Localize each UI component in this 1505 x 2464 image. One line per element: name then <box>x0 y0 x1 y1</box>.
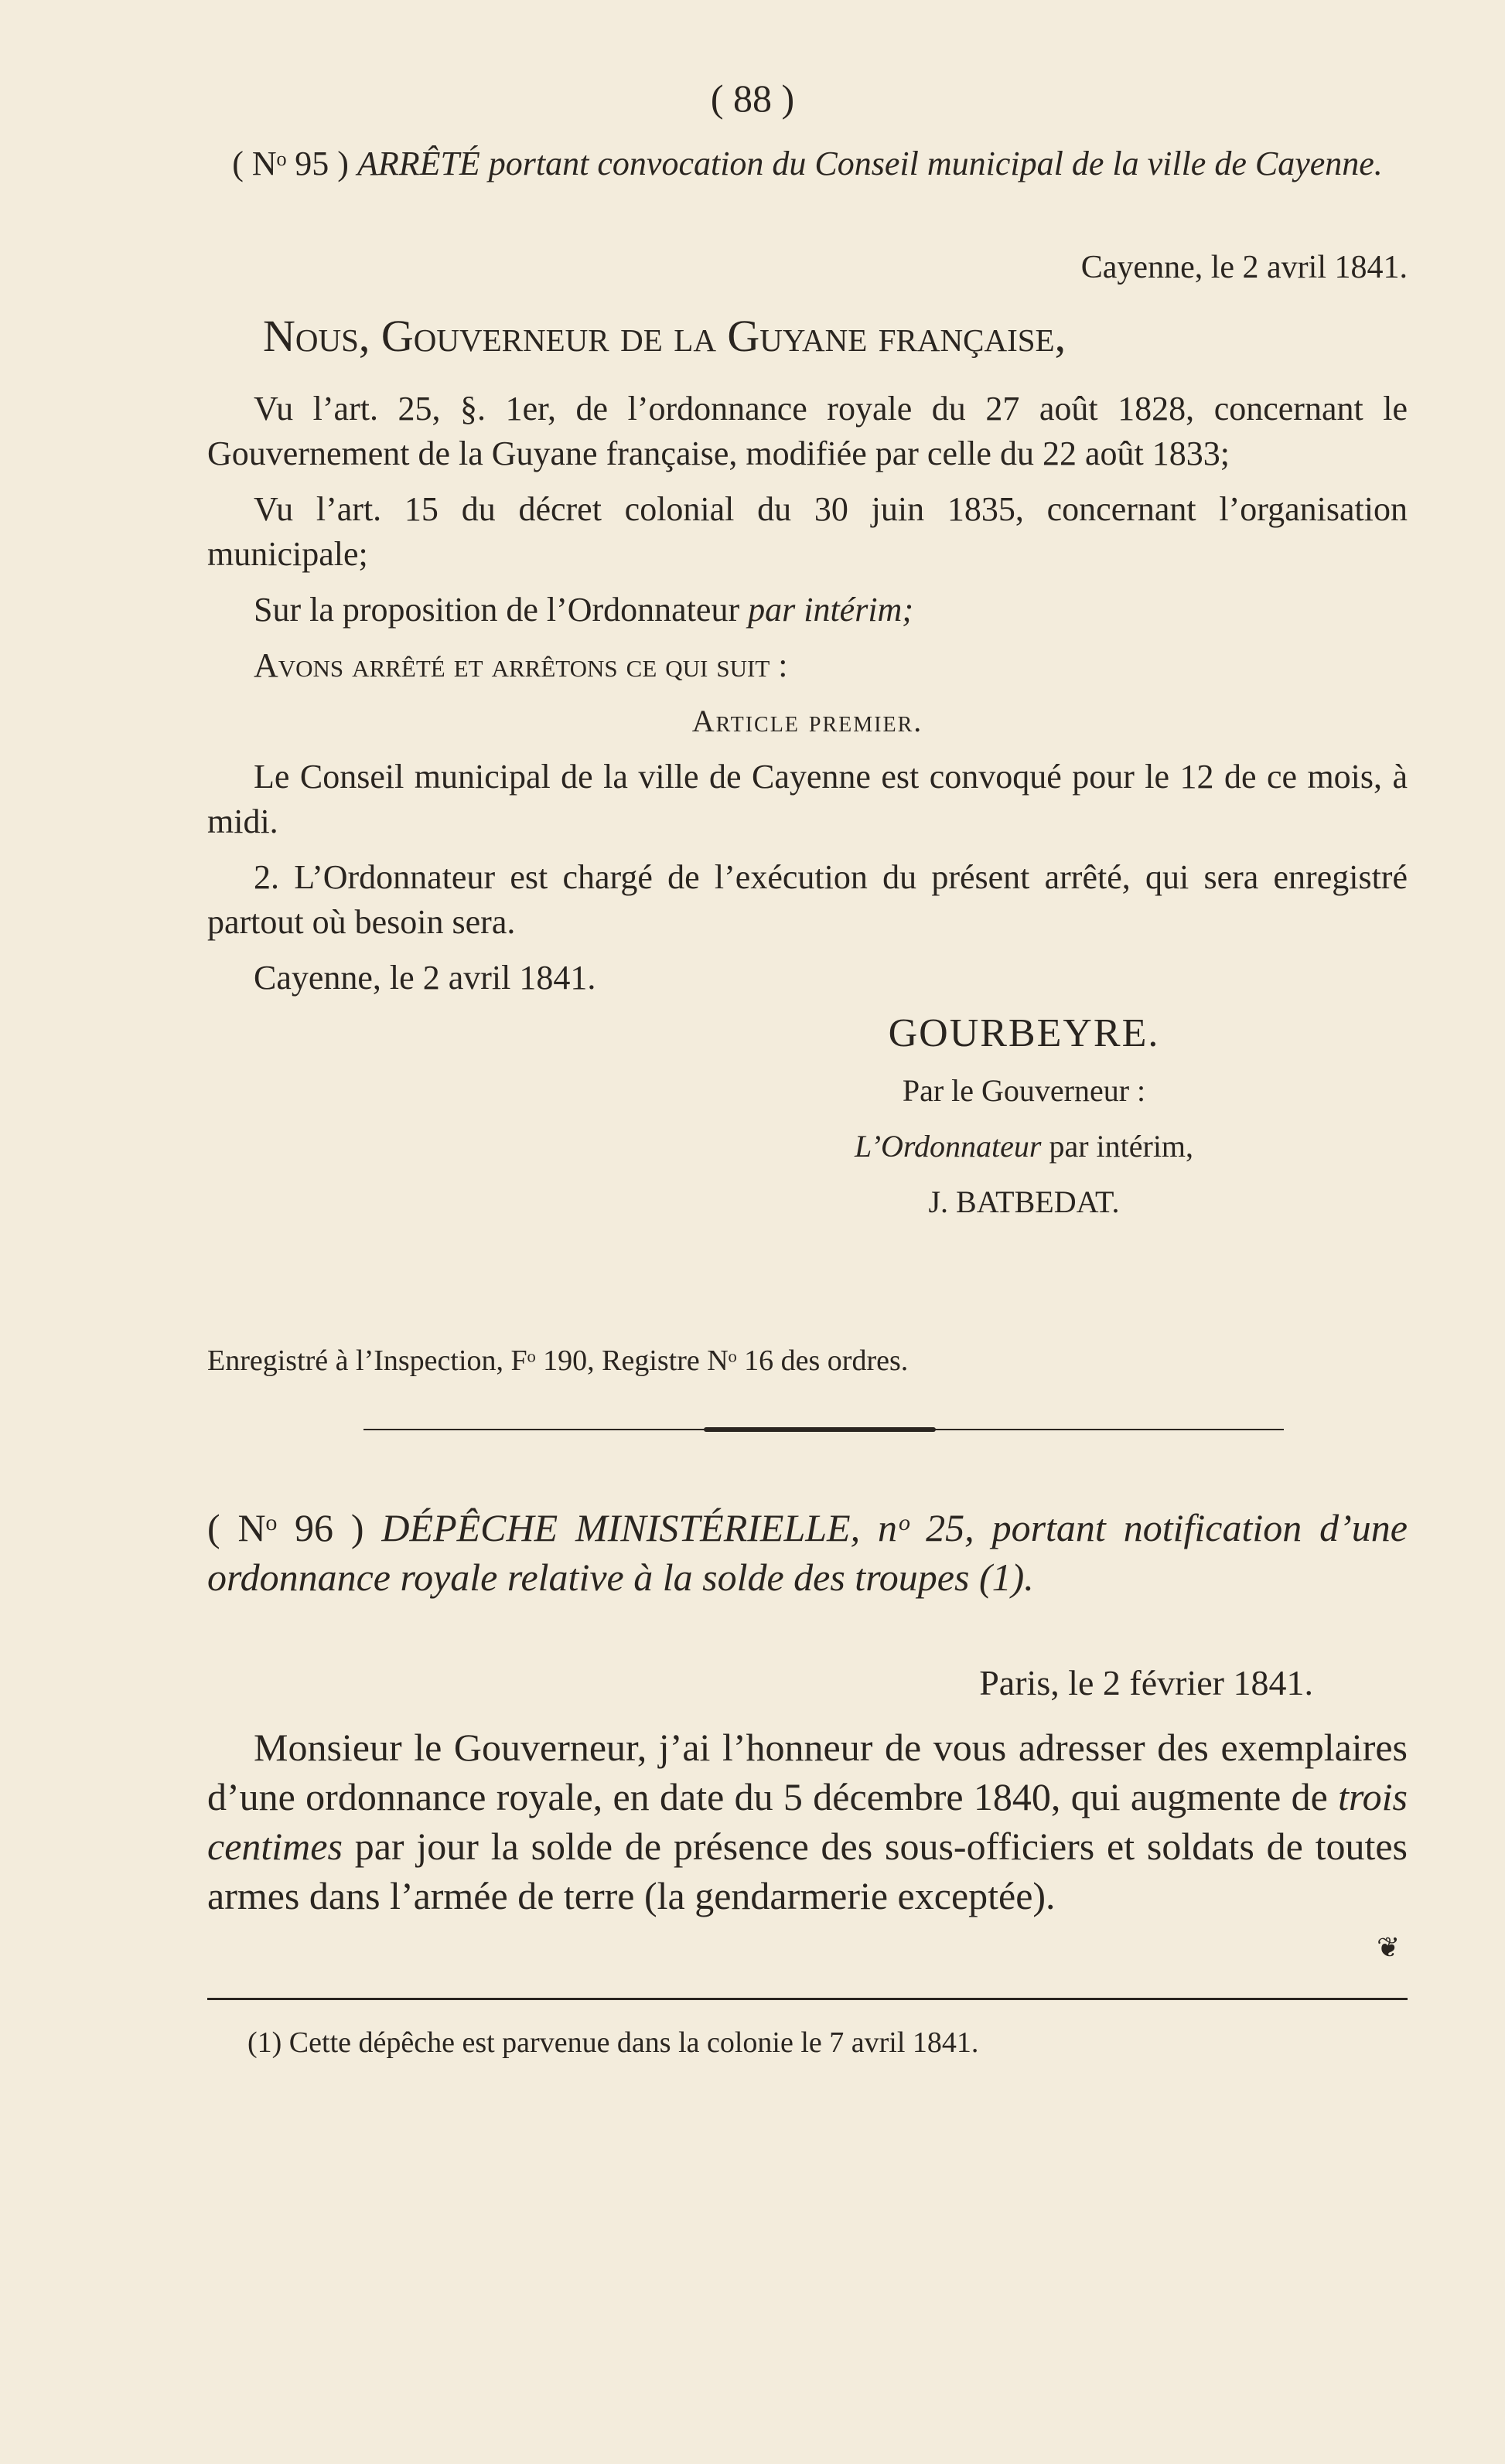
arrete-95-number: ( Nᵒ 95 ) <box>232 145 349 182</box>
sur-proposition: Sur la proposition de l’Ordonnateur par intérim; <box>254 591 913 629</box>
depeche-96-dateline: Paris, le 2 février 1841. <box>979 1663 1313 1702</box>
depeche-96-title: DÉPÊCHE MINISTÉRIELLE, nᵒ 25, portant notification d’une ordonnance royale relative à la solde des troupes (1). <box>207 1506 1408 1599</box>
ornament-icon: ❦ <box>1377 1932 1401 1963</box>
ordonnateur-line: L’Ordonnateur par intérim, <box>854 1129 1194 1164</box>
vu-paragraph-1: Vu l’art. 25, §. 1er, de l’ordonnance royale du 27 août 1828, concernant le Gouvernement de la Guyane française, modifiée par celle du 22 août 1833; <box>207 390 1408 472</box>
signature-gourbeyre: GOURBEYRE. <box>888 1011 1160 1055</box>
par-le-gouverneur: Par le Gouverneur : <box>902 1073 1146 1108</box>
arrete-95-heading <box>207 141 1408 187</box>
nous-gouverneur: Nous, Gouverneur de la Guyane française, <box>263 311 1066 361</box>
article-2: 2. L’Ordonnateur est chargé de l’exécution du présent arrêté, qui sera enregistré partout où besoin sera. <box>207 858 1408 941</box>
article-1: Le Conseil municipal de la ville de Cayenne est convoqué pour le 12 de ce mois, à midi. <box>207 758 1408 840</box>
depeche-96-heading <box>207 1503 1408 1602</box>
arrete-95-title: ARRÊTÉ portant convocation du Conseil municipal de la ville de Cayenne. <box>357 145 1383 182</box>
page-number: ( 88 ) <box>710 77 795 120</box>
signature-batbedat: J. BATBEDAT. <box>928 1184 1120 1219</box>
section-divider <box>363 1427 1284 1432</box>
footnote: (1) Cette dépêche est parvenue dans la colonie le 7 avril 1841. <box>247 2026 979 2059</box>
depeche-96-number: ( Nᵒ 96 ) <box>207 1506 364 1549</box>
arrete-95-body <box>207 387 1408 1235</box>
enregistre-note: Enregistré à l’Inspection, Fᵒ 190, Registre Nᵒ 16 des ordres. <box>207 1344 909 1377</box>
footnote-rule <box>207 1998 1408 2000</box>
depeche-96-body: Monsieur le Gouverneur, j’ai l’honneur de vous adresser des exemplaires d’une ordonnance royale, en date du 5 décembre 1840, qui augmente de trois centimes par jour la solde de présence des sous-officiers et soldats de toutes armes dans l’armée de terre (la gendarmerie exceptée). <box>207 1726 1408 1917</box>
closing-date: Cayenne, le 2 avril 1841. <box>254 959 596 997</box>
arrete-95-dateline: Cayenne, le 2 avril 1841. <box>1080 250 1408 285</box>
vu-paragraph-2: Vu l’art. 15 du décret colonial du 30 juin 1835, concernant l’organisation municipale; <box>207 490 1408 573</box>
article-premier-title: Article premier. <box>691 704 923 738</box>
avons-arrete: Avons arrêté et arrêtons ce qui suit : <box>254 646 788 684</box>
